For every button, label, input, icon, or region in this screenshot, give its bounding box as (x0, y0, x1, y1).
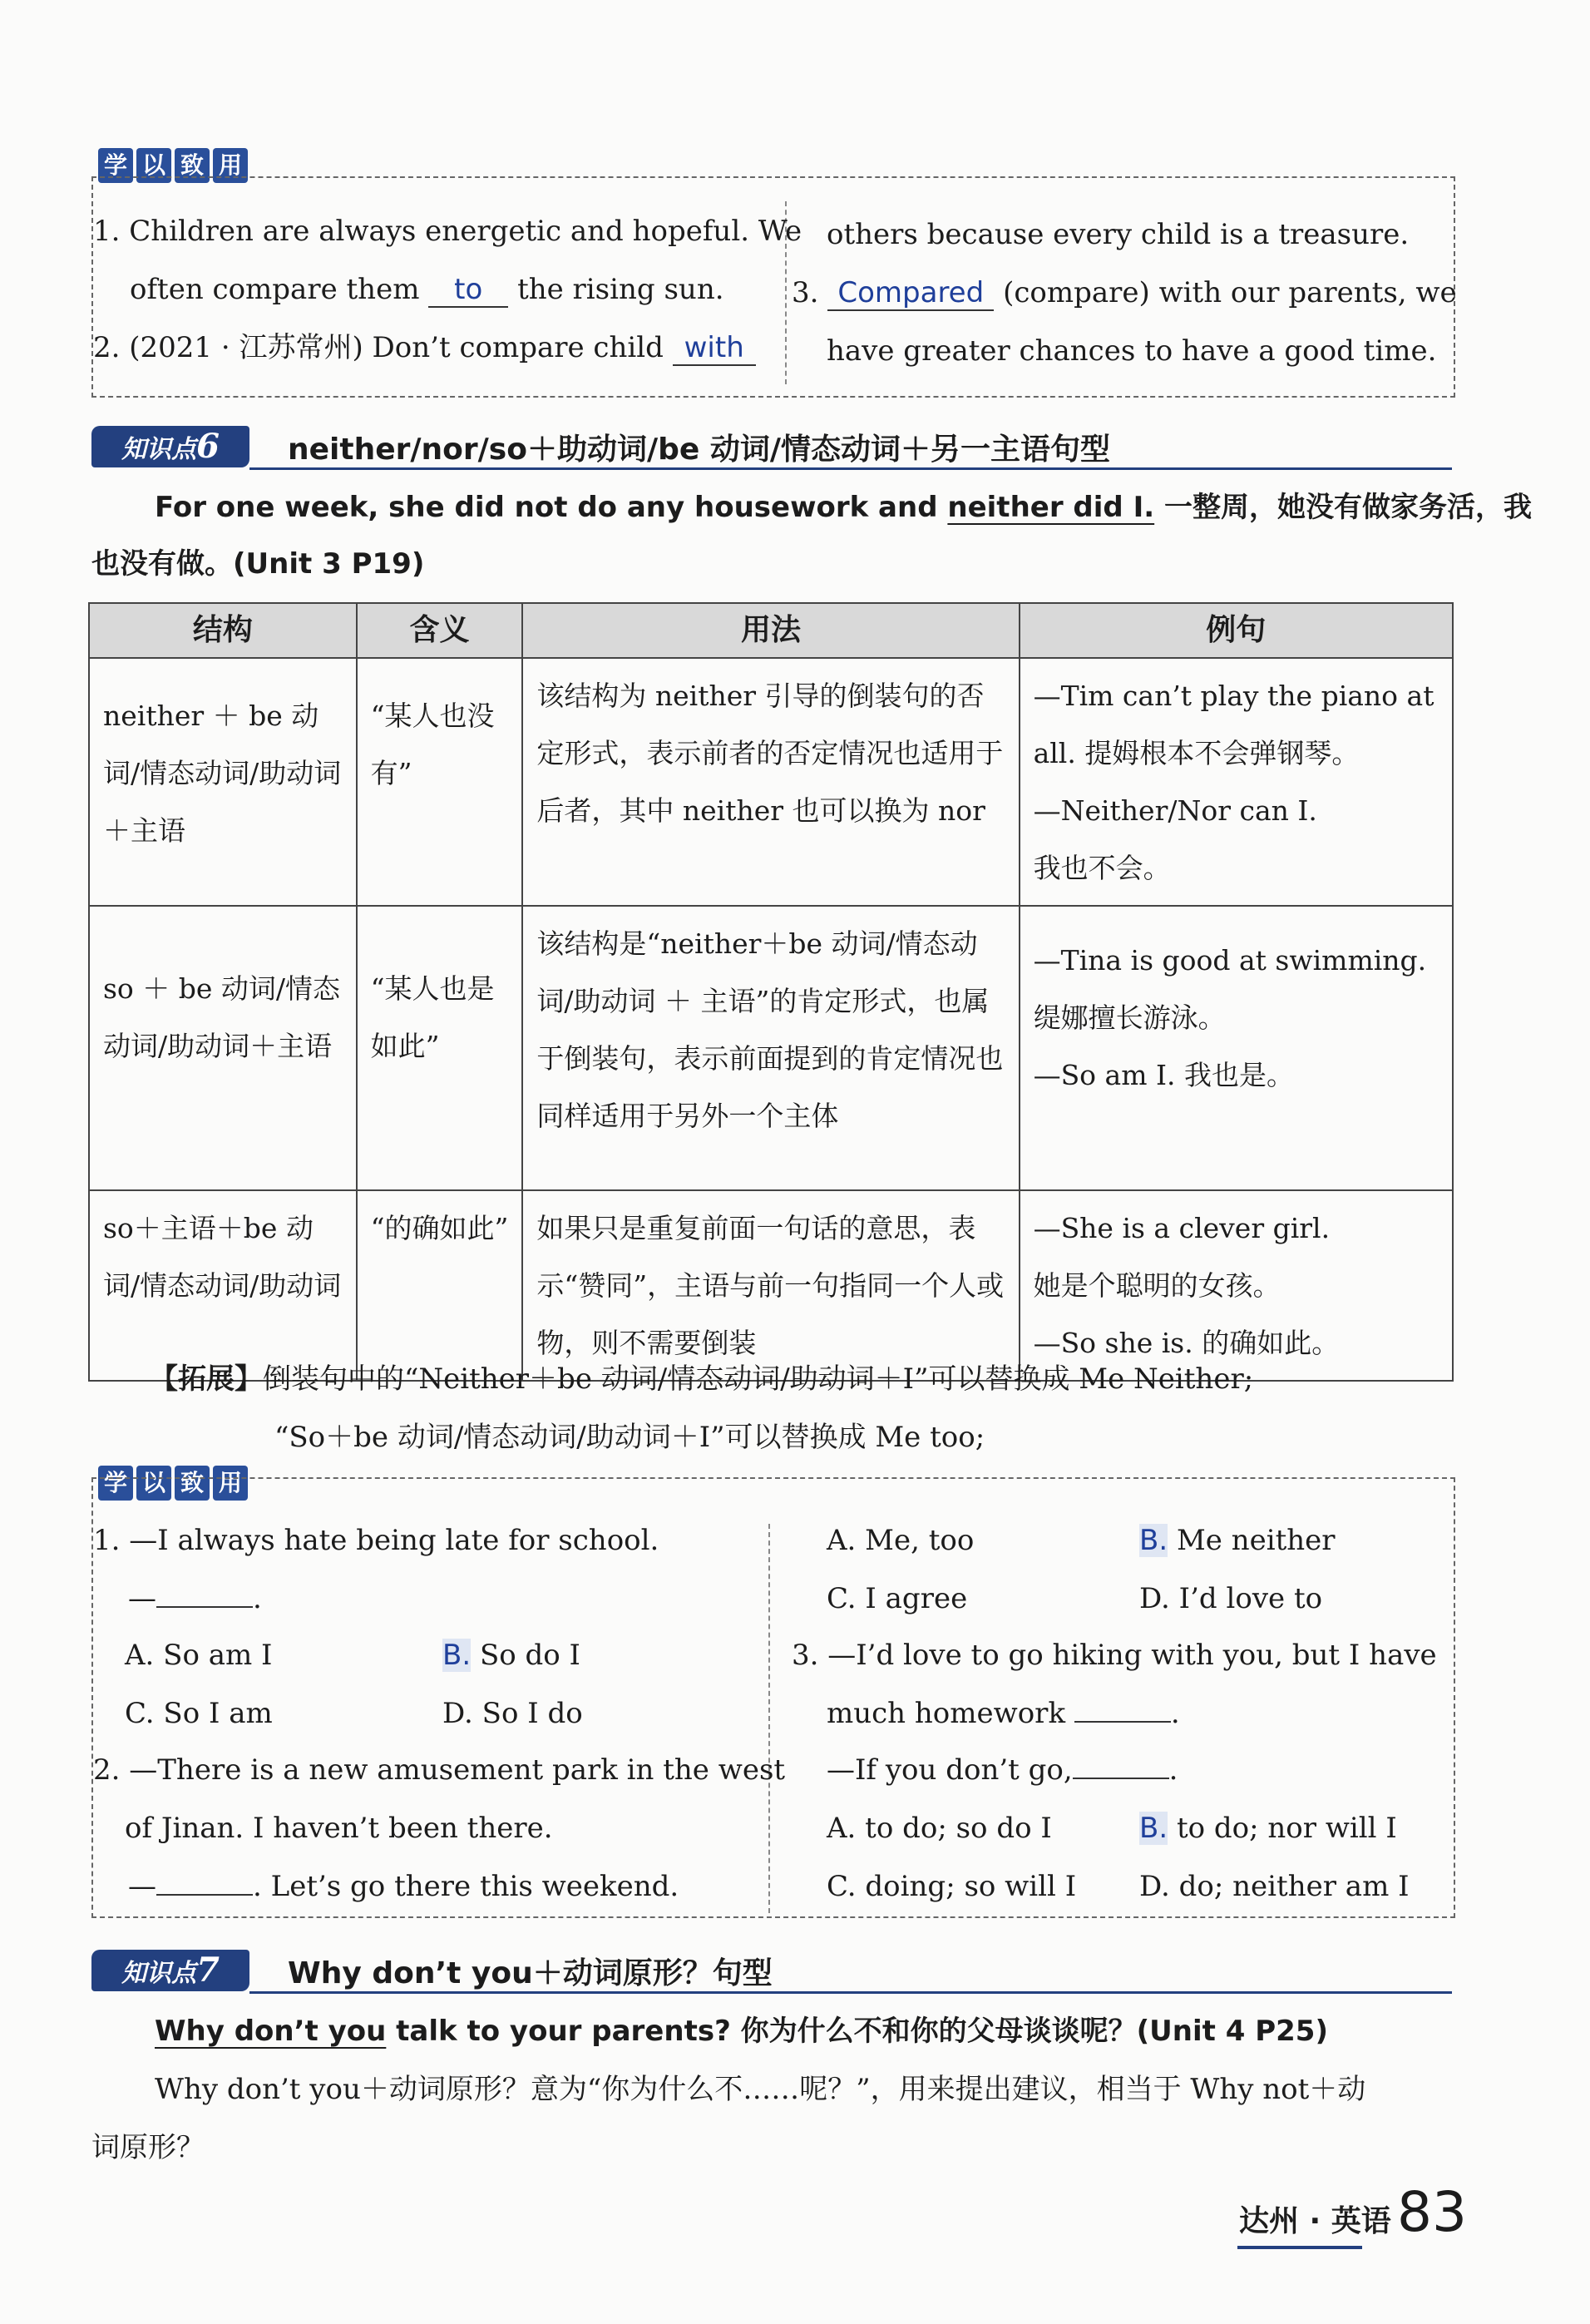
cell-structure: neither ＋ be 动词/情态动词/助动词＋主语 (89, 658, 357, 906)
badge-char: 以 (136, 148, 171, 183)
footer-label: 达州 · 英语 (1239, 2204, 1391, 2238)
grammar-table (88, 602, 1454, 1382)
ex2-q3-line2: much homework . (827, 1697, 1180, 1730)
cell-usage: 如果只是重复前面一句话的意思，表示“赞同”，主语与前一句指同一个人或物，则不需要倒装 (522, 1190, 1019, 1381)
ex2-q2-option-c: C. I agree (827, 1582, 968, 1615)
kp6-example-line2: 也没有做。(Unit 3 P19) (91, 547, 425, 581)
ex2-q1-option-d: D. So I do (442, 1697, 583, 1730)
badge-char: 致 (175, 1466, 210, 1501)
kp7-title: Why don’t you＋动词原形？句型 (288, 1956, 773, 1990)
ex2-q3-blank-1[interactable] (1074, 1721, 1171, 1723)
cell-usage: 该结构是“neither＋be 动词/情态动词/助动词 ＋ 主语”的肯定形式，也属于倒装句，表示前面提到的肯定情况也同样适用于另外一个主体 (522, 906, 1019, 1190)
header-example: 例句 (1020, 603, 1453, 658)
badge-char: 致 (175, 148, 210, 183)
ex2-q3-option-d: D. do; neither am I (1139, 1870, 1410, 1903)
knowledge-point-7-badge: 知识点7 (91, 1950, 249, 1991)
footer-underline (1237, 2246, 1362, 2249)
ex2-q2: 2. —There is a new amusement park in the west (93, 1753, 786, 1787)
kp7-explanation-1: Why don’t you＋动词原形？意为“你为什么不……呢？”，用来提出建议，相当于 Why not＋动 (155, 2073, 1366, 2106)
badge-char: 学 (98, 1466, 133, 1501)
page-number: 83 (1397, 2180, 1467, 2244)
ex1-q1-answer: to (428, 273, 508, 308)
column-divider-2 (768, 1524, 770, 1913)
ex2-q2-blank[interactable] (156, 1894, 253, 1896)
cell-structure: so ＋ be 动词/情态动词/助动词＋主语 (89, 906, 357, 1190)
cell-example: —She is a clever girl. 她是个聪明的女孩。 —So she is. 的确如此。 (1020, 1190, 1453, 1381)
ex2-q3-option-b: B. to do; nor will I (1139, 1812, 1397, 1845)
ex2-q3-answer-letter: B. (1139, 1812, 1168, 1845)
kp7-explanation-2: 词原形？ (91, 2131, 205, 2164)
ex2-q3-blank-2[interactable] (1073, 1778, 1169, 1779)
table-row (89, 658, 1453, 906)
header-meaning: 含义 (357, 603, 523, 658)
ex1-q1-line2: often compare them to the rising sun. (130, 273, 724, 306)
extend-label: 【拓展】 (150, 1362, 263, 1396)
ex2-q1-blank[interactable] (156, 1606, 253, 1608)
ex2-q3-option-c: C. doing; so will I (827, 1870, 1077, 1903)
cell-meaning: “某人也是如此” (357, 906, 523, 1190)
ex2-q2-option-b: B. Me neither (1139, 1524, 1336, 1557)
ex2-q1-option-a: A. So am I (125, 1639, 273, 1672)
table-header-row (89, 603, 1453, 658)
ex2-q2-option-a: A. Me, too (827, 1524, 975, 1557)
ex2-q2-option-d: D. I’d love to (1139, 1582, 1323, 1615)
ex2-q2-answer-letter: B. (1139, 1524, 1168, 1557)
ex2-q1-answer-letter: B. (442, 1639, 472, 1672)
ex1-q3: 3. Compared (compare) with our parents, we (792, 276, 1457, 309)
ex2-q3-line3: —If you don’t go, . (827, 1753, 1178, 1787)
ex2-q3-option-a: A. to do; so do I (827, 1812, 1052, 1845)
badge-char: 用 (213, 148, 248, 183)
badge-char: 用 (213, 1466, 248, 1501)
kp6-example: For one week, she did not do any housework and neither did I. 一整周，她没有做家务活，我 (155, 491, 1533, 524)
badge-char: 以 (136, 1466, 171, 1501)
header-structure: 结构 (89, 603, 357, 658)
cell-usage: 该结构为 neither 引导的倒装句的否定形式，表示前者的否定情况也适用于后者，其中 neither 也可以换为 nor (522, 658, 1019, 906)
ex2-q2-reply: — . Let’s go there this weekend. (128, 1870, 679, 1903)
extend-line2: “So＋be 动词/情态动词/助动词＋I”可以替换成 Me too; (274, 1421, 985, 1454)
table-row (89, 906, 1453, 1190)
extend-line1: 【拓展】倒装句中的“Neither＋be 动词/情态动词/助动词＋I”可以替换成 Me Neither; (150, 1362, 1254, 1396)
ex1-q3-answer: Compared (827, 276, 994, 311)
ex1-q3-line2: have greater chances to have a good time. (827, 334, 1437, 368)
cell-structure: so＋主语＋be 动词/情态动词/助动词 (89, 1190, 357, 1381)
cell-example: —Tina is good at swimming. 缇娜擅长游泳。 —So am I. 我也是。 (1020, 906, 1453, 1190)
kp7-example: Why don’t you talk to your parents? 你为什么不和你的父母谈谈呢？(Unit 4 P25) (155, 2015, 1328, 2048)
ex2-q3: 3. —I’d love to go hiking with you, but I have (792, 1639, 1437, 1672)
ex2-q1-option-b: B. So do I (442, 1639, 580, 1672)
cell-example: —Tim can’t play the piano at all. 提姆根本不会弹钢琴。 —Neither/Nor can I. 我也不会。 (1020, 658, 1453, 906)
ex1-q1: 1. Children are always energetic and hopeful. We (93, 215, 802, 248)
ex2-q1-reply: — . (128, 1582, 262, 1615)
badge-char: 学 (98, 148, 133, 183)
ex1-q2: 2. (2021 · 江苏常州) Don’t compare child with (93, 319, 756, 377)
ex2-q2-line2: of Jinan. I haven’t been there. (125, 1812, 553, 1845)
header-usage: 用法 (522, 603, 1019, 658)
knowledge-point-6-badge: 知识点6 (91, 426, 249, 467)
ex2-q1-option-c: C. So I am (125, 1697, 273, 1730)
ex1-q2-answer: with (673, 331, 756, 366)
cell-meaning: “的确如此” (357, 1190, 523, 1381)
ex2-q1: 1. —I always hate being late for school. (93, 1524, 659, 1557)
ex1-q2-cont: others because every child is a treasure. (827, 218, 1410, 251)
kp6-title: neither/nor/so＋助动词/be 动词/情态动词＋另一主语句型 (288, 433, 1110, 467)
cell-meaning: “某人也没有” (357, 658, 523, 906)
